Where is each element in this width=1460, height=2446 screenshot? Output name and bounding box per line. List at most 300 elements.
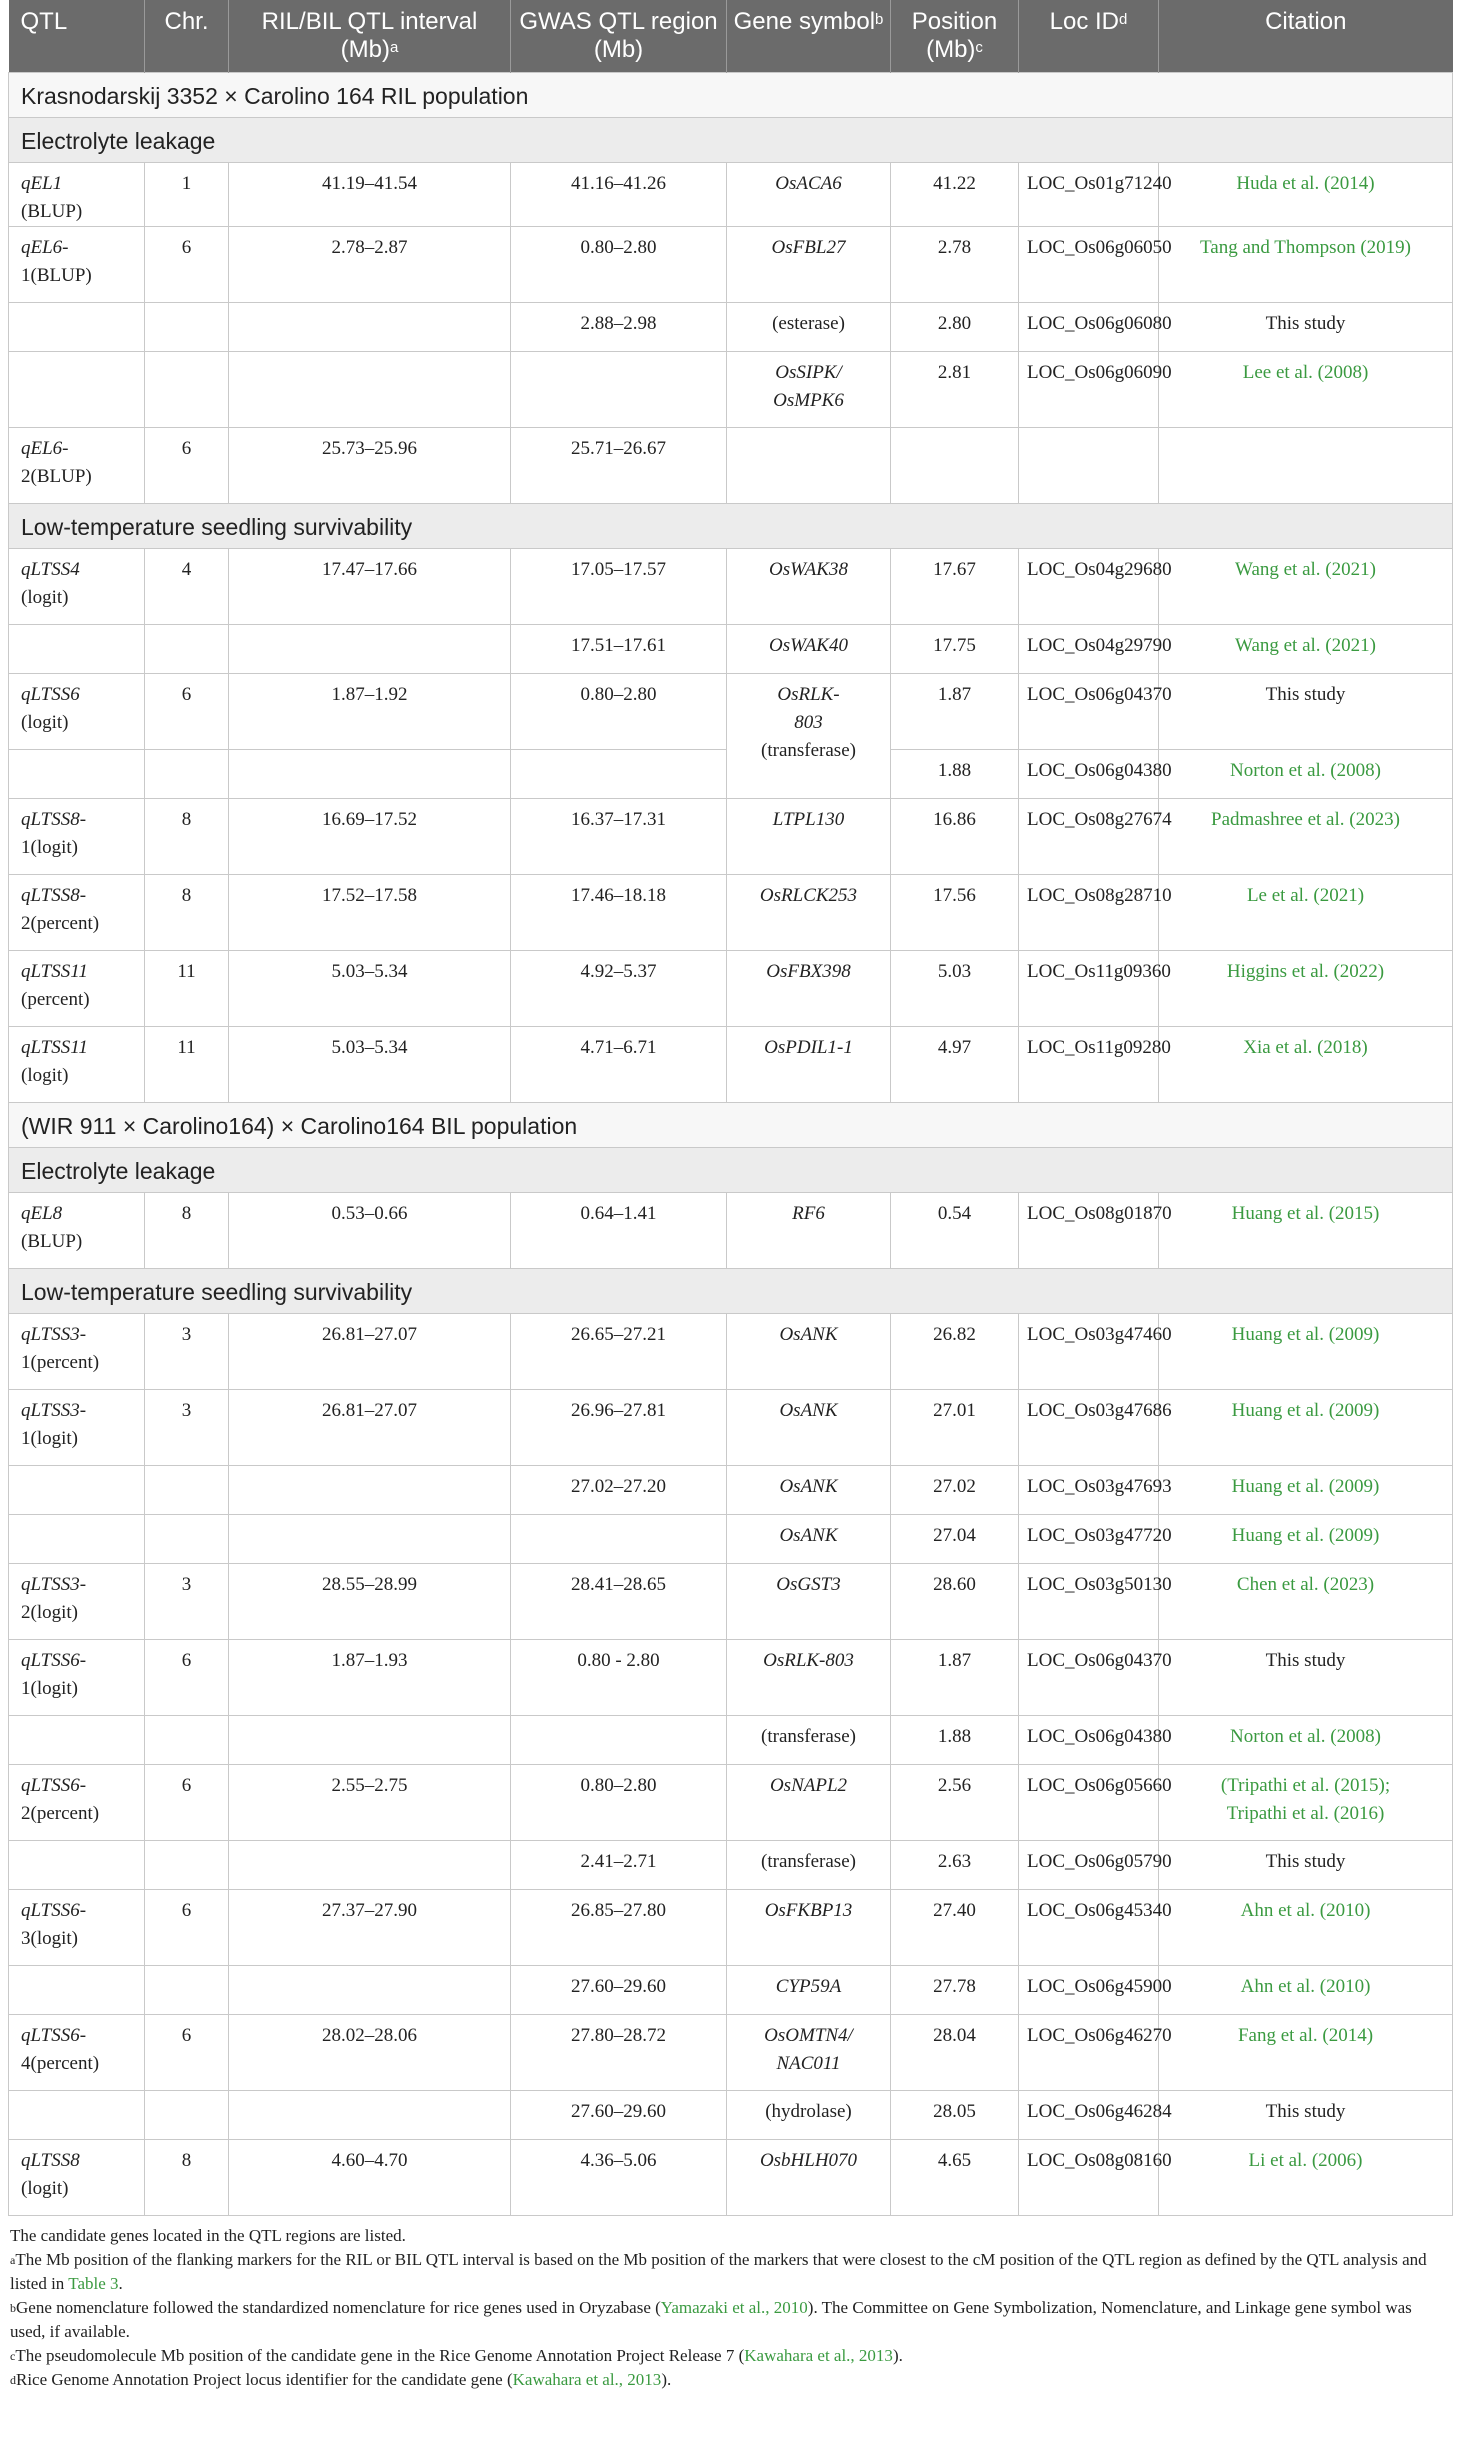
citation-link[interactable]: Ahn et al. (2010) xyxy=(1240,1976,1371,1997)
qtl-cell xyxy=(9,875,145,951)
chromosome-cell: 6 xyxy=(145,2015,229,2091)
interval-cell: 5.03–5.34 xyxy=(229,1027,511,1103)
gene-symbol: (esterase) xyxy=(772,313,845,334)
gwas-region-cell xyxy=(511,352,727,428)
gene-symbol: OsbHLH070 xyxy=(759,2150,858,2171)
population-heading: Krasnodarskij 3352 × Carolino 164 RIL population xyxy=(9,73,1453,118)
interval-cell: 27.37–27.90 xyxy=(229,1890,511,1966)
table-body xyxy=(9,73,1453,2216)
table-row xyxy=(9,2140,1453,2216)
gwas-region-cell: 17.46–18.18 xyxy=(511,875,727,951)
gwas-region-cell: 0.80–2.80 xyxy=(511,227,727,303)
citation-link[interactable]: Tripathi et al. (2016) xyxy=(1226,1803,1385,1824)
chromosome-cell: 6 xyxy=(145,428,229,504)
interval-cell: 17.47–17.66 xyxy=(229,549,511,625)
qtl-method: (logit) xyxy=(21,712,69,733)
chromosome-cell xyxy=(145,1515,229,1564)
qtl-method: (logit) xyxy=(21,1065,69,1086)
position-cell: 2.56 xyxy=(891,1765,1019,1841)
gwas-region-cell: 0.80 - 2.80 xyxy=(511,1640,727,1716)
citation-cell xyxy=(1159,1466,1453,1515)
qtl-method: 2(percent) xyxy=(21,1803,100,1824)
qtl-name: qEL6- xyxy=(21,438,69,459)
qtl-name: qLTSS4 xyxy=(21,559,80,580)
interval-cell: 2.55–2.75 xyxy=(229,1765,511,1841)
qtl-cell xyxy=(9,1027,145,1103)
position-cell: 26.82 xyxy=(891,1314,1019,1390)
table-row xyxy=(9,799,1453,875)
citation-cell xyxy=(1159,1966,1453,2015)
chromosome-cell: 8 xyxy=(145,1193,229,1269)
citation-cell xyxy=(1159,227,1453,303)
qtl-method: 1(logit) xyxy=(21,1678,78,1699)
interval-cell: 5.03–5.34 xyxy=(229,951,511,1027)
table-row xyxy=(9,428,1453,504)
gwas-region-cell: 2.88–2.98 xyxy=(511,303,727,352)
qtl-name: qLTSS3- xyxy=(21,1400,87,1421)
gene-symbol: OsACA6 xyxy=(775,173,842,194)
chromosome-cell xyxy=(145,303,229,352)
table-row xyxy=(9,1027,1453,1103)
gene-symbol: (transferase) xyxy=(761,1726,856,1747)
table-3-link[interactable]: Table 3 xyxy=(68,2274,119,2293)
gene-symbol-cell xyxy=(727,1841,891,1890)
citation-link[interactable]: Higgins et al. (2022) xyxy=(1226,961,1385,982)
qtl-name: qLTSS3- xyxy=(21,1574,87,1595)
qtl-cell xyxy=(9,1841,145,1890)
qtl-method: 1(BLUP) xyxy=(21,265,92,286)
table-row xyxy=(9,549,1453,625)
header-position: Position $(Mb)^c$ xyxy=(891,0,1019,73)
footnote-d: $^d$Rice Genome Annotation Project locus identifier for the candidate gene (Kawahara et al., 2013). xyxy=(10,2370,672,2389)
chromosome-cell: 6 xyxy=(145,674,229,750)
citation-cell xyxy=(1159,549,1453,625)
chromosome-cell xyxy=(145,750,229,799)
chromosome-cell: 3 xyxy=(145,1390,229,1466)
gwas-region-cell: 26.65–27.21 xyxy=(511,1314,727,1390)
chromosome-cell: 6 xyxy=(145,1640,229,1716)
gene-symbol: NAC011 xyxy=(776,2053,841,2074)
citation-cell xyxy=(1159,625,1453,674)
trait-heading-row xyxy=(9,504,1453,549)
trait-heading-row xyxy=(9,1148,1453,1193)
chromosome-cell: 6 xyxy=(145,227,229,303)
chromosome-cell: 11 xyxy=(145,1027,229,1103)
qtl-cell xyxy=(9,1466,145,1515)
citation-cell xyxy=(1159,163,1453,227)
qtl-cell xyxy=(9,2015,145,2091)
gwas-region-cell: 25.71–26.67 xyxy=(511,428,727,504)
chromosome-cell xyxy=(145,1841,229,1890)
position-cell: 4.65 xyxy=(891,2140,1019,2216)
citation-link[interactable]: Norton et al. (2008) xyxy=(1230,760,1381,781)
citation-cell xyxy=(1159,951,1453,1027)
qtl-cell xyxy=(9,1716,145,1765)
population-heading-row xyxy=(9,73,1453,118)
interval-cell: 2.78–2.87 xyxy=(229,227,511,303)
qtl-method: 2(logit) xyxy=(21,1602,78,1623)
qtl-name: qLTSS11 xyxy=(21,1037,88,1058)
qtl-name: qLTSS8 xyxy=(21,2150,80,2171)
citation-cell xyxy=(1159,352,1453,428)
citation-link[interactable]: Wang et al. (2021) xyxy=(1235,559,1376,580)
table-row xyxy=(9,1466,1453,1515)
citation-link[interactable]: Huang et al. (2009) xyxy=(1231,1324,1380,1345)
qtl-cell xyxy=(9,1314,145,1390)
table-row xyxy=(9,1390,1453,1466)
citation-cell xyxy=(1159,428,1453,504)
header-interval: RIL/BIL QTL interval $(Mb)^a$ xyxy=(229,0,511,73)
qtl-cell xyxy=(9,227,145,303)
locus-id-cell: LOC_Os06g46270 xyxy=(1019,2015,1159,2091)
table-container xyxy=(8,0,1452,2392)
gene-symbol: OsRLK- xyxy=(777,684,840,705)
chromosome-cell: 8 xyxy=(145,875,229,951)
gwas-region-cell: 27.02–27.20 xyxy=(511,1466,727,1515)
citation-link[interactable]: Lee et al. (2008) xyxy=(1242,362,1369,383)
gwas-region-cell: 4.92–5.37 xyxy=(511,951,727,1027)
citation-link[interactable]: Huang et al. (2009) xyxy=(1231,1525,1380,1546)
citation-text: This study xyxy=(1265,1851,1346,1872)
citation-link[interactable]: Fang et al. (2014) xyxy=(1237,2025,1374,2046)
qtl-method: 1(logit) xyxy=(21,1428,78,1449)
table-row xyxy=(9,1193,1453,1269)
gwas-region-cell: 26.96–27.81 xyxy=(511,1390,727,1466)
header-locid: Loc $ID^d$ xyxy=(1019,0,1159,73)
interval-cell xyxy=(229,625,511,674)
position-cell: 16.86 xyxy=(891,799,1019,875)
locus-id-cell: LOC_Os06g46284 xyxy=(1019,2091,1159,2140)
chromosome-cell xyxy=(145,1716,229,1765)
position-cell: 28.05 xyxy=(891,2091,1019,2140)
table-row xyxy=(9,227,1453,303)
citation-link[interactable]: Huang et al. (2009) xyxy=(1231,1476,1380,1497)
interval-cell: 0.53–0.66 xyxy=(229,1193,511,1269)
interval-cell xyxy=(229,1515,511,1564)
interval-cell xyxy=(229,352,511,428)
chromosome-cell: 8 xyxy=(145,2140,229,2216)
table-row xyxy=(9,875,1453,951)
position-cell: 41.22 xyxy=(891,163,1019,227)
citation-link[interactable]: Huda et al. (2014) xyxy=(1236,173,1375,194)
gwas-region-cell: 4.36–5.06 xyxy=(511,2140,727,2216)
gwas-region-cell: 16.37–17.31 xyxy=(511,799,727,875)
citation-cell xyxy=(1159,1640,1453,1716)
citation-link[interactable]: Xia et al. (2018) xyxy=(1243,1037,1368,1058)
interval-cell xyxy=(229,1966,511,2015)
citation-link[interactable]: Huang et al. (2015) xyxy=(1231,1203,1380,1224)
gene-symbol-cell xyxy=(727,1564,891,1640)
citation-cell xyxy=(1159,2015,1453,2091)
qtl-cell xyxy=(9,799,145,875)
gene-symbol: OsFBX398 xyxy=(766,961,851,982)
citation-link[interactable]: Huang et al. (2009) xyxy=(1231,1400,1380,1421)
citation-text: This study xyxy=(1265,2101,1346,2122)
gwas-region-cell xyxy=(511,1716,727,1765)
footnote-general: The candidate genes located in the QTL regions are listed. xyxy=(10,2226,406,2245)
position-cell: 17.75 xyxy=(891,625,1019,674)
locus-id-cell: LOC_Os06g06050 xyxy=(1019,227,1159,303)
qtl-cell xyxy=(9,750,145,799)
qtl-name: qLTSS8- xyxy=(21,809,87,830)
locus-id-cell: LOC_Os06g04370 xyxy=(1019,674,1159,750)
citation-cell xyxy=(1159,750,1453,799)
citation-cell xyxy=(1159,1564,1453,1640)
gene-symbol-cell xyxy=(727,1765,891,1841)
citation-cell xyxy=(1159,1765,1453,1841)
citation-cell xyxy=(1159,1841,1453,1890)
position-cell: 2.63 xyxy=(891,1841,1019,1890)
gene-symbol: OsMPK6 xyxy=(773,390,844,411)
citation-cell xyxy=(1159,1390,1453,1466)
gwas-region-cell xyxy=(511,750,727,799)
gwas-region-cell: 41.16–41.26 xyxy=(511,163,727,227)
citation-link[interactable]: Wang et al. (2021) xyxy=(1235,635,1376,656)
chromosome-cell xyxy=(145,352,229,428)
gene-symbol: (transferase) xyxy=(761,740,856,761)
locus-id-cell: LOC_Os08g08160 xyxy=(1019,2140,1159,2216)
gene-symbol-cell xyxy=(727,1193,891,1269)
citation-link[interactable]: (Tripathi et al. (2015); xyxy=(1220,1775,1391,1796)
header-citation: Citation xyxy=(1159,0,1453,73)
gene-symbol: OsRLCK253 xyxy=(759,885,858,906)
gene-symbol: (transferase) xyxy=(761,1851,856,1872)
interval-cell xyxy=(229,1716,511,1765)
qtl-method: 3(logit) xyxy=(21,1928,78,1949)
chromosome-cell: 3 xyxy=(145,1314,229,1390)
gene-symbol: CYP59A xyxy=(775,1976,842,1997)
chromosome-cell: 3 xyxy=(145,1564,229,1640)
gene-symbol: 803 xyxy=(794,712,823,733)
qtl-cell xyxy=(9,1193,145,1269)
gene-symbol: LTPL130 xyxy=(772,809,845,830)
qtl-cell xyxy=(9,1966,145,2015)
qtl-cell xyxy=(9,352,145,428)
gene-symbol: OsPDIL1-1 xyxy=(764,1037,853,1058)
gwas-region-cell: 26.85–27.80 xyxy=(511,1890,727,1966)
gene-symbol-cell xyxy=(727,1966,891,2015)
gene-symbol: OsANK xyxy=(779,1476,838,1497)
citation-cell xyxy=(1159,2140,1453,2216)
interval-cell xyxy=(229,1841,511,1890)
gene-symbol: OsFBL27 xyxy=(771,237,846,258)
table-row xyxy=(9,303,1453,352)
qtl-method: (logit) xyxy=(21,587,69,608)
locus-id-cell: LOC_Os03g47720 xyxy=(1019,1515,1159,1564)
gene-symbol-cell xyxy=(727,352,891,428)
trait-heading: Low-temperature seedling survivability xyxy=(9,504,1453,549)
position-cell: 2.78 xyxy=(891,227,1019,303)
qtl-cell xyxy=(9,2140,145,2216)
table-footnotes xyxy=(8,2224,1450,2392)
trait-heading: Electrolyte leakage xyxy=(9,1148,1453,1193)
header-qtl: QTL xyxy=(9,0,145,73)
gene-symbol: OsWAK40 xyxy=(769,635,848,656)
gene-symbol-cell xyxy=(727,303,891,352)
qtl-name: qLTSS11 xyxy=(21,961,88,982)
gene-symbol: OsANK xyxy=(779,1525,838,1546)
chromosome-cell xyxy=(145,1466,229,1515)
gene-symbol: OsNAPL2 xyxy=(769,1775,848,1796)
locus-id-cell: LOC_Os03g47686 xyxy=(1019,1390,1159,1466)
position-cell: 27.04 xyxy=(891,1515,1019,1564)
citation-text: This study xyxy=(1265,1650,1346,1671)
gene-symbol-cell xyxy=(727,1890,891,1966)
gene-symbol: (hydrolase) xyxy=(765,2101,852,2122)
qtl-name: qEL8 xyxy=(21,1203,63,1224)
table-row xyxy=(9,1640,1453,1716)
gene-symbol: OsRLK-803 xyxy=(763,1650,854,1671)
locus-id-cell: LOC_Os08g01870 xyxy=(1019,1193,1159,1269)
interval-cell xyxy=(229,2091,511,2140)
footnote-a: $^a$The Mb position of the flanking markers for the RIL or BIL QTL interval is based on the Mb position of the markers that were closest to the cM position of the QTL region as defined by the QTL analysis and listed in Table 3. xyxy=(10,2250,1427,2293)
position-cell xyxy=(891,428,1019,504)
table-row xyxy=(9,1890,1453,1966)
qtl-cell xyxy=(9,1564,145,1640)
table-row xyxy=(9,163,1453,227)
interval-cell: 4.60–4.70 xyxy=(229,2140,511,2216)
qtl-cell xyxy=(9,951,145,1027)
position-cell: 4.97 xyxy=(891,1027,1019,1103)
citation-link[interactable]: Norton et al. (2008) xyxy=(1230,1726,1381,1747)
gene-symbol: OsOMTN4/ xyxy=(764,2025,853,2046)
locus-id-cell xyxy=(1019,428,1159,504)
gene-symbol-cell xyxy=(727,1716,891,1765)
gene-symbol-cell xyxy=(727,2091,891,2140)
gene-symbol: OsFKBP13 xyxy=(764,1900,853,1921)
table-row xyxy=(9,674,1453,750)
table-row xyxy=(9,951,1453,1027)
gwas-region-cell: 28.41–28.65 xyxy=(511,1564,727,1640)
gene-symbol: OsANK xyxy=(779,1324,838,1345)
citation-link[interactable]: Ahn et al. (2010) xyxy=(1240,1900,1371,1921)
citation-cell xyxy=(1159,1890,1453,1966)
citation-cell xyxy=(1159,1193,1453,1269)
qtl-cell xyxy=(9,2091,145,2140)
interval-cell xyxy=(229,750,511,799)
qtl-name: qLTSS3- xyxy=(21,1324,87,1345)
position-cell: 17.67 xyxy=(891,549,1019,625)
position-cell: 1.88 xyxy=(891,750,1019,799)
trait-heading-row xyxy=(9,118,1453,163)
qtl-name: qLTSS6- xyxy=(21,1900,87,1921)
citation-link[interactable]: Tang and Thompson (2019) xyxy=(1200,237,1411,258)
position-cell: 27.02 xyxy=(891,1466,1019,1515)
gene-symbol-cell xyxy=(727,227,891,303)
locus-id-cell: LOC_Os11g09360 xyxy=(1019,951,1159,1027)
qtl-method: 4(percent) xyxy=(21,2053,100,2074)
qtl-method: 1(percent) xyxy=(21,1352,100,1373)
qtl-cell xyxy=(9,625,145,674)
qtl-cell xyxy=(9,428,145,504)
citation-link[interactable]: Padmashree et al. (2023) xyxy=(1211,809,1400,830)
qtl-cell xyxy=(9,1640,145,1716)
qtl-name: qLTSS6 xyxy=(21,684,80,705)
table-row xyxy=(9,625,1453,674)
locus-id-cell: LOC_Os06g04370 xyxy=(1019,1640,1159,1716)
locus-id-cell: LOC_Os03g47693 xyxy=(1019,1466,1159,1515)
gwas-region-cell: 0.80–2.80 xyxy=(511,674,727,750)
locus-id-cell: LOC_Os03g47460 xyxy=(1019,1314,1159,1390)
citation-link[interactable]: Chen et al. (2023) xyxy=(1236,1574,1375,1595)
interval-cell: 25.73–25.96 xyxy=(229,428,511,504)
interval-cell: 28.55–28.99 xyxy=(229,1564,511,1640)
gwas-region-cell: 27.80–28.72 xyxy=(511,2015,727,2091)
qtl-method: 1(logit) xyxy=(21,837,78,858)
locus-id-cell: LOC_Os01g71240 xyxy=(1019,163,1159,227)
interval-cell xyxy=(229,303,511,352)
position-cell: 1.87 xyxy=(891,1640,1019,1716)
position-cell: 27.40 xyxy=(891,1890,1019,1966)
gwas-region-cell: 4.71–6.71 xyxy=(511,1027,727,1103)
header-chr: Chr. xyxy=(145,0,229,73)
gene-symbol-cell xyxy=(727,549,891,625)
table-row xyxy=(9,1515,1453,1564)
yamazaki-link[interactable]: Yamazaki et al., 2010 xyxy=(660,2298,808,2317)
citation-cell xyxy=(1159,875,1453,951)
gene-symbol-cell xyxy=(727,1640,891,1716)
citation-cell xyxy=(1159,1716,1453,1765)
gene-symbol-cell xyxy=(727,1515,891,1564)
gene-symbol-cell xyxy=(727,875,891,951)
qtl-name: qEL1 xyxy=(21,173,63,194)
interval-cell: 28.02–28.06 xyxy=(229,2015,511,2091)
qtl-cell xyxy=(9,1890,145,1966)
kawahara-link[interactable]: Kawahara et al., 2013 xyxy=(512,2370,662,2389)
table-row xyxy=(9,1765,1453,1841)
table-row xyxy=(9,1966,1453,2015)
chromosome-cell: 6 xyxy=(145,1765,229,1841)
locus-id-cell: LOC_Os11g09280 xyxy=(1019,1027,1159,1103)
gwas-region-cell: 27.60–29.60 xyxy=(511,2091,727,2140)
position-cell: 5.03 xyxy=(891,951,1019,1027)
locus-id-cell: LOC_Os06g05660 xyxy=(1019,1765,1159,1841)
citation-link[interactable]: Li et al. (2006) xyxy=(1248,2150,1363,2171)
table-row xyxy=(9,1314,1453,1390)
qtl-cell xyxy=(9,1765,145,1841)
header-gwas: GWAS QTL region (Mb) xyxy=(511,0,727,73)
chromosome-cell: 1 xyxy=(145,163,229,227)
qtl-cell xyxy=(9,163,145,227)
gwas-region-cell: 27.60–29.60 xyxy=(511,1966,727,2015)
header-row xyxy=(9,0,1453,73)
interval-cell xyxy=(229,1466,511,1515)
footnote-c: $^c$The pseudomolecule Mb position of the candidate gene in the Rice Genome Annotation Project Release 7 (Kawahara et al., 2013). xyxy=(10,2346,903,2365)
qtl-method: (logit) xyxy=(21,2178,69,2199)
gene-symbol-cell xyxy=(727,2015,891,2091)
kawahara-link[interactable]: Kawahara et al., 2013 xyxy=(744,2346,893,2365)
gene-symbol: RF6 xyxy=(792,1203,825,1224)
trait-heading-row xyxy=(9,1269,1453,1314)
interval-cell: 26.81–27.07 xyxy=(229,1314,511,1390)
citation-cell xyxy=(1159,799,1453,875)
citation-link[interactable]: Le et al. (2021) xyxy=(1246,885,1365,906)
position-cell: 1.87 xyxy=(891,674,1019,750)
locus-id-cell: LOC_Os06g45340 xyxy=(1019,1890,1159,1966)
qtl-name: qLTSS6- xyxy=(21,2025,87,2046)
gwas-region-cell: 0.64–1.41 xyxy=(511,1193,727,1269)
chromosome-cell: 11 xyxy=(145,951,229,1027)
position-cell: 2.81 xyxy=(891,352,1019,428)
table-row xyxy=(9,352,1453,428)
locus-id-cell: LOC_Os06g06080 xyxy=(1019,303,1159,352)
position-cell: 1.88 xyxy=(891,1716,1019,1765)
gene-symbol-cell xyxy=(727,1027,891,1103)
locus-id-cell: LOC_Os06g05790 xyxy=(1019,1841,1159,1890)
gene-symbol-cell xyxy=(727,428,891,504)
citation-cell xyxy=(1159,1027,1453,1103)
gene-symbol-cell xyxy=(727,1466,891,1515)
